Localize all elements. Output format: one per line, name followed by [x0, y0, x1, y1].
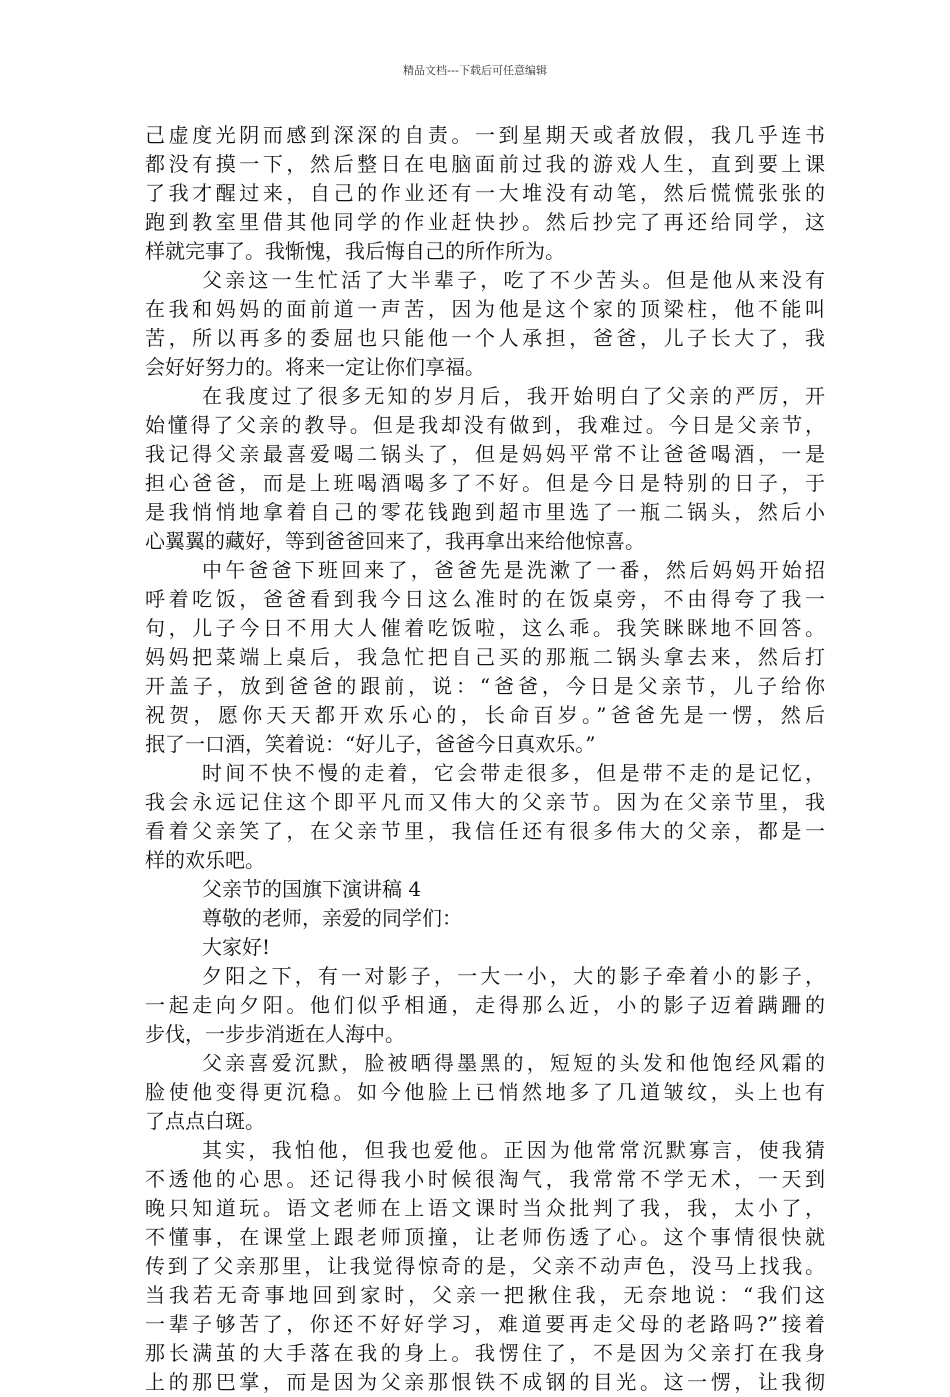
text-line: 上的那巴掌，而是因为父亲那恨铁不成钢的目光。这一愣，让我彻 — [145, 1370, 825, 1394]
text-line: 夕阳之下，有一对影子，一大一小，大的影子牵着小的影子， — [202, 964, 825, 988]
text-line: 都没有摸一下，然后整日在电脑面前过我的游戏人生，直到要上课 — [145, 152, 825, 176]
text-line: 是我悄悄地拿着自己的零花钱跑到超市里选了一瓶二锅头，然后小 — [145, 500, 825, 524]
text-line: 晚只知道玩。语文老师在上语文课时当众批判了我，我，太小了， — [145, 1196, 825, 1220]
text-line: 步伐，一步步消逝在人海中。 — [145, 1022, 405, 1046]
text-line: 了点点白斑。 — [145, 1109, 265, 1133]
text-line: 一辈子够苦了，你还不好好学习，难道要再走父母的老路吗?”接着 — [145, 1312, 825, 1336]
text-line: 尊敬的老师，亲爱的同学们： — [202, 906, 462, 930]
text-line: 开盖子，放到爸爸的跟前，说：“爸爸，今日是父亲节，儿子给你 — [145, 674, 825, 698]
text-line: 了我才醒过来，自己的作业还有一大堆没有动笔，然后慌慌张张的 — [145, 181, 825, 205]
text-line: 样就完事了。我惭愧，我后悔自己的所作所为。 — [145, 239, 565, 263]
text-line: 祝贺，愿你天天都开欢乐心的，长命百岁。”爸爸先是一愣，然后 — [145, 703, 825, 727]
text-line: 跑到教室里借其他同学的作业赶快抄。然后抄完了再还给同学，这 — [145, 210, 825, 234]
text-line: 看着父亲笑了，在父亲节里，我信任还有很多伟大的父亲，都是一 — [145, 819, 825, 843]
text-line: 我会永远记住这个即平凡而又伟大的父亲节。因为在父亲节里，我 — [145, 790, 825, 814]
text-line: 父亲这一生忙活了大半辈子，吃了不少苦头。但是他从来没有 — [202, 268, 825, 292]
text-line: 大家好! — [202, 935, 271, 959]
text-line: 担心爸爸，而是上班喝酒喝多了不好。但是今日是特别的日子，于 — [145, 471, 825, 495]
text-line: 不懂事，在课堂上跟老师顶撞，让老师伤透了心。这个事情很快就 — [145, 1225, 825, 1249]
text-line: 会好好努力的。将来一定让你们享福。 — [145, 355, 485, 379]
text-line: 时间不快不慢的走着，它会带走很多，但是带不走的是记忆， — [202, 761, 825, 785]
text-line: 一起走向夕阳。他们似乎相通，走得那么近，小的影子迈着蹒跚的 — [145, 993, 825, 1017]
text-line: 不透他的心思。还记得我小时候很淘气，我常常不学无术，一天到 — [145, 1167, 825, 1191]
text-line: 在我度过了很多无知的岁月后，我开始明白了父亲的严厉，开 — [202, 384, 825, 408]
text-line: 心翼翼的藏好，等到爸爸回来了，我再拿出来给他惊喜。 — [145, 529, 645, 553]
text-line: 己虚度光阴而感到深深的自责。一到星期天或者放假，我几乎连书 — [145, 123, 825, 147]
text-line: 当我若无奇事地回到家时，父亲一把揪住我，无奈地说：“我们这 — [145, 1283, 825, 1307]
document-body — [145, 121, 825, 1397]
page-header: 精品文档---下载后可任意编辑 — [403, 64, 547, 77]
text-line: 传到了父亲那里，让我觉得惊奇的是，父亲不动声色，没马上找我。 — [145, 1254, 825, 1278]
text-line: 抿了一口酒，笑着说：“好儿子，爸爸今日真欢乐。” — [145, 732, 596, 756]
text-line: 其实，我怕他，但我也爱他。正因为他常常沉默寡言，使我猜 — [202, 1138, 825, 1162]
text-line: 在我和妈妈的面前道一声苦，因为他是这个家的顶梁柱，他不能叫 — [145, 297, 825, 321]
text-line: 句，儿子今日不用大人催着吃饭啦，这么乖。我笑眯眯地不回答。 — [145, 616, 825, 640]
text-line: 那长满茧的大手落在我的身上。我愣住了，不是因为父亲打在我身 — [145, 1341, 825, 1365]
text-line: 父亲喜爱沉默，脸被晒得墨黑的，短短的头发和他饱经风霜的 — [202, 1051, 825, 1075]
text-line: 呼着吃饭，爸爸看到我今日这么准时的在饭桌旁，不由得夸了我一 — [145, 587, 825, 611]
text-line: 脸使他变得更沉稳。如今他脸上已悄然地多了几道皱纹，头上也有 — [145, 1080, 825, 1104]
text-line: 我记得父亲最喜爱喝二锅头了，但是妈妈平常不让爸爸喝酒，一是 — [145, 442, 825, 466]
text-line: 样的欢乐吧。 — [145, 848, 265, 872]
text-line: 妈妈把菜端上桌后，我急忙把自己买的那瓶二锅头拿去来，然后打 — [145, 645, 825, 669]
text-line: 苦，所以再多的委屈也只能他一个人承担，爸爸，儿子长大了，我 — [145, 326, 825, 350]
text-line: 中午爸爸下班回来了，爸爸先是洗漱了一番，然后妈妈开始招 — [202, 558, 825, 582]
text-line: 始懂得了父亲的教导。但是我却没有做到，我难过。今日是父亲节， — [145, 413, 825, 437]
text-line: 父亲节的国旗下演讲稿 4 — [202, 877, 422, 901]
